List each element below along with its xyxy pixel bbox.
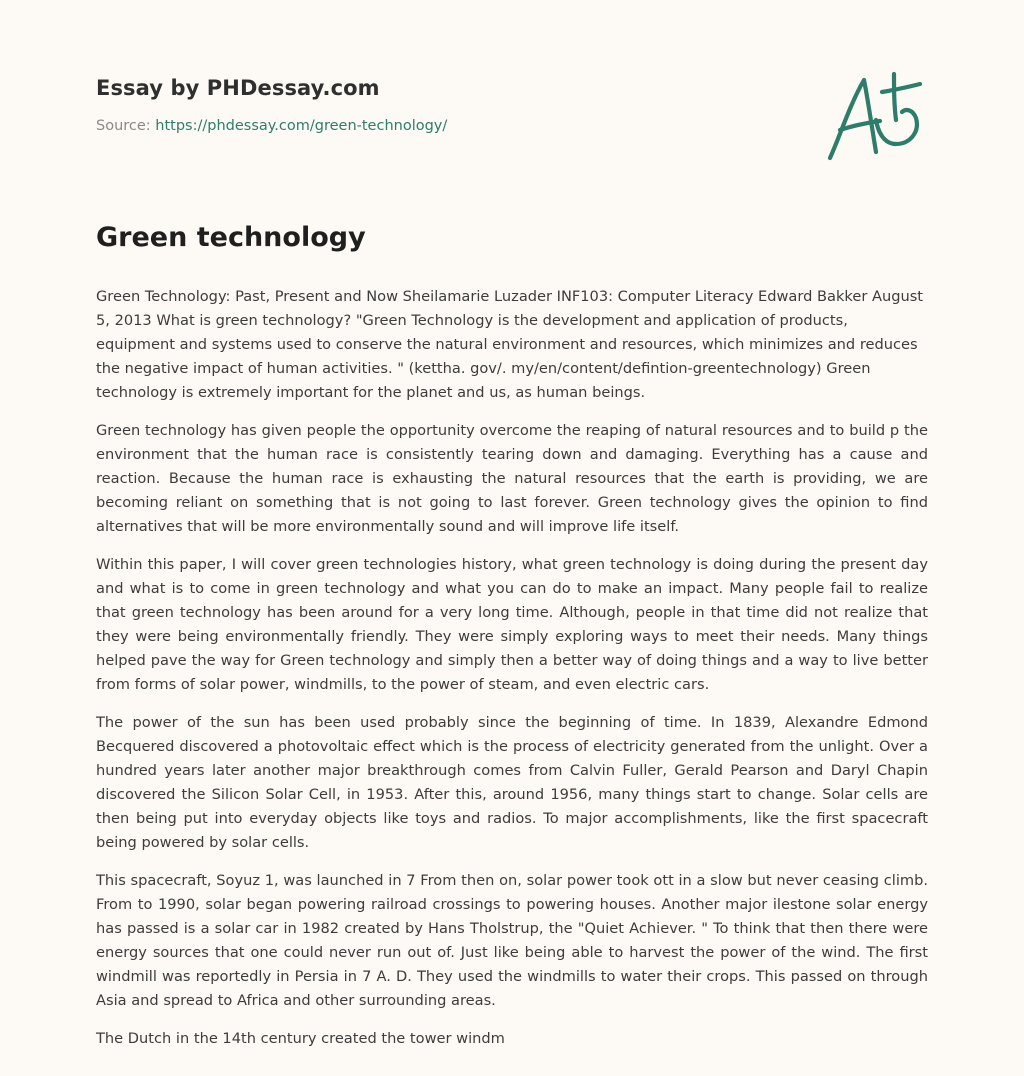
essay-paragraph: Green Technology: Past, Present and Now Sheilamarie Luzader INF103: Computer Literacy Edward Bakker August 5, 2013 What is green technology? "Green Technology is the development and application of products, equipment and systems used to conserve the natural environment and resources, which minimizes and reduces the negative impact of human activities. " (kettha. gov/. my/en/content/defintion-greentechnology) Green technology is extremely important for the planet and us, as human beings.	[96, 288, 924, 401]
essay-paragraph: Green technology has given people the opportunity overcome the reaping of natural resources and to build p the environment that the human race is consistently tearing down and damaging. Everything has a cause and reaction. Because the human race is exhausting the natural resources that the earth is providing, we are becoming reliant on something that is not going to last forever. Green technology gives the opinion to find alternatives that will be more environmentally sound and will improve life itself.	[96, 422, 928, 535]
source-label: Source:	[96, 118, 156, 134]
essay-body	[96, 285, 928, 1065]
page-header	[96, 76, 928, 166]
essay-paragraph: This spacecraft, Soyuz 1, was launched in 7 From then on, solar power took ott in a slow but never ceasing climb. From to 1990, solar began powering railroad crossings to powering houses. Another major ilestone solar energy has passed is a solar car in 1982 created by Hans Tholstrup, the "Quiet Achiever. " To think that then there were energy sources that one could never run out of. Just like being able to harvest the power of the wind. The first windmill was reportedly in Persia in 7 A. D. They used the windmills to water their crops. This passed on through Asia and spread to Africa and other surrounding areas.	[96, 872, 928, 1009]
essay-paragraph: The Dutch in the 14th century created the tower windm	[96, 1030, 505, 1047]
a-plus-grade-icon	[820, 66, 932, 166]
essay-paragraph: The power of the sun has been used probably since the beginning of time. In 1839, Alexandre Edmond Becquered discovered a photovoltaic effect which is the process of electricity generated from the unlight. Over a hundred years later another major breakthrough comes from Calvin Fuller, Gerald Pearson and Daryl Chapin discovered the Silicon Solar Cell, in 1953. After this, around 1956, many things start to change. Solar cells are then being put into everyday objects like toys and radios. To major accomplishments, like the first spacecraft being powered by solar cells.	[96, 714, 928, 851]
essay-paragraph: Within this paper, I will cover green technologies history, what green technology is doing during the present day and what is to come in green technology and what you can do to make an impact. Many people fail to realize that green technology has been around for a very long time. Although, people in that time did not realize that they were being environmentally friendly. They were simply exploring ways to meet their needs. Many things helped pave the way for Green technology and simply then a better way of doing things and a way to live better from forms of solar power, windmills, to the power of steam, and even electric cars.	[96, 556, 928, 693]
site-brand: Essay by PHDessay.com	[96, 76, 380, 100]
source-link[interactable]: https://phdessay.com/green-technology/	[155, 118, 448, 134]
essay-title: Green technology	[96, 222, 366, 253]
source-line	[96, 118, 928, 134]
